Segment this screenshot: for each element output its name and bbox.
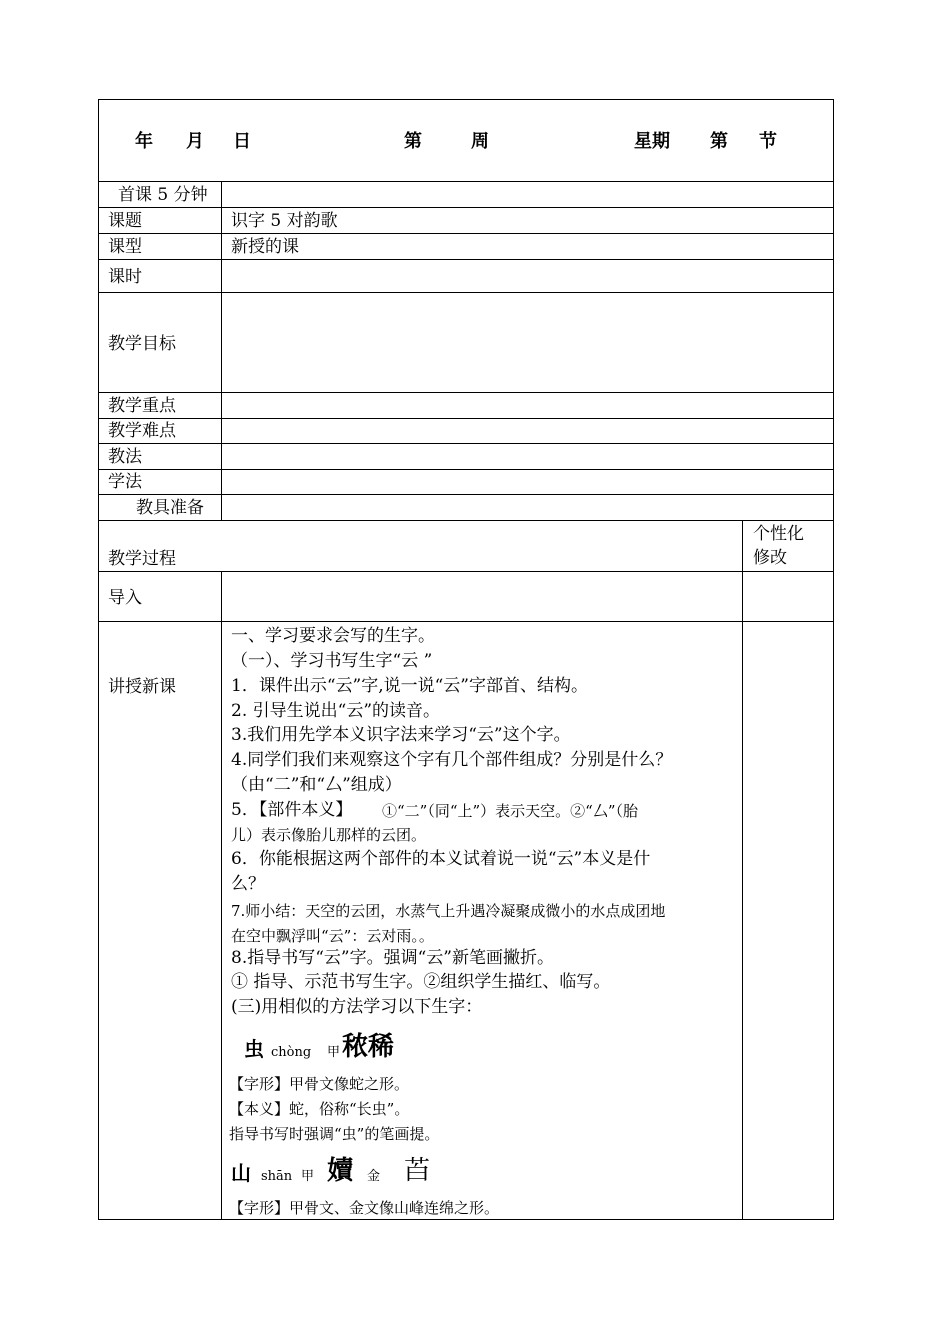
header-day: 日 [233, 131, 251, 152]
personal-label-1: 个性化 [753, 524, 804, 544]
row-line [98, 181, 834, 182]
content-line: 7.师小结：天空的云团，水蒸气上升遇冷凝聚成微小的水点成团地 [231, 902, 666, 920]
header-month: 月 [186, 131, 204, 152]
row-line [98, 520, 834, 521]
process-label: 教学过程 [108, 549, 176, 569]
row-line [98, 292, 834, 293]
tools-label: 教具准备 [136, 498, 204, 518]
personal-label-2: 修改 [753, 548, 787, 568]
row-line [98, 494, 834, 495]
content-line: 6．你能根据这两个部件的本义试着说一说“云”本义是什 [231, 849, 651, 869]
content-line: 5．【部件本义】 [231, 800, 353, 820]
header-period-suffix: 节 [759, 131, 777, 152]
content-line: 2. 引导生说出“云”的读音。 [231, 701, 441, 721]
row-line [98, 469, 834, 470]
label-column-line [221, 181, 222, 520]
label-column-line [221, 571, 222, 1220]
hours-label: 课时 [108, 267, 142, 287]
warmup-label: 首课 5 分钟 [118, 185, 208, 205]
shan-oracle-glyph: 嬻 [327, 1156, 354, 1186]
header-period-prefix: 第 [710, 131, 728, 152]
topic-label: 课题 [108, 211, 142, 231]
shan-character: 山 [231, 1161, 251, 1185]
content-line: （由“二”和“厶”组成） [231, 775, 402, 795]
type-label: 课型 [108, 237, 142, 257]
content-line: 【字形】甲骨文像蛇之形。 [229, 1075, 410, 1093]
content-line: 儿）表示像胎儿那样的云团。 [231, 826, 427, 844]
chong-ancient-glyph: 秾稀 [342, 1032, 395, 1062]
personal-column-line [742, 520, 743, 1220]
intro-label: 导入 [108, 588, 142, 608]
new-lesson-label: 讲授新课 [108, 677, 176, 697]
content-line: 么？ [231, 874, 265, 894]
content-line: ①“二”（同“上”）表示天空。②“厶”（胎 [382, 802, 639, 820]
content-line: 指导书写时强调“虫”的笔画提。 [229, 1125, 440, 1143]
content-line: 【字形】甲骨文、金文像山峰连绵之形。 [229, 1199, 500, 1217]
content-line: 一、学习要求会写的生字。 [231, 626, 435, 646]
table-border-top [98, 99, 834, 100]
row-line [98, 392, 834, 393]
row-line [98, 443, 834, 444]
content-line: (三)用相似的方法学习以下生字： [231, 997, 483, 1017]
content-line: 8.指导书写“云”字。强调“云”新笔画撇折。 [231, 948, 554, 968]
content-line: 3.我们用先学本义识字法来学习“云”这个字。 [231, 725, 571, 745]
header-week-suffix: 周 [471, 131, 489, 152]
header-weekday: 星期 [634, 131, 670, 152]
content-line: ① 指导、示范书写生字。②组织学生描红、临写。 [231, 972, 611, 992]
chong-pinyin: chòng [271, 1045, 312, 1060]
table-border-left [98, 99, 99, 1220]
chong-character: 虫 [244, 1037, 264, 1061]
content-line: 【本义】蛇，俗称“长虫”。 [229, 1100, 410, 1118]
table-border-bottom [98, 1219, 834, 1220]
content-line: 4.同学们我们来观察这个字有几个部件组成？分别是什么？ [231, 750, 673, 770]
row-line [98, 621, 834, 622]
study-label: 学法 [108, 472, 142, 492]
shan-bronze-glyph: 苩 [404, 1156, 431, 1186]
shan-oracle-label: 甲 [301, 1169, 315, 1184]
row-line [98, 207, 834, 208]
row-line [98, 259, 834, 260]
row-line [98, 233, 834, 234]
type-value: 新授的课 [231, 237, 299, 257]
shan-pinyin: shān [261, 1169, 293, 1184]
row-line [98, 571, 834, 572]
row-line [98, 418, 834, 419]
objective-label: 教学目标 [108, 334, 176, 354]
topic-value: 识字 5 对韵歌 [231, 211, 338, 231]
content-line: 在空中飘浮叫“云”：云对雨。。 [231, 927, 434, 945]
content-line: 1．课件出示“云”字,说一说“云”字部首、结构。 [231, 676, 588, 696]
header-year: 年 [135, 131, 153, 152]
shan-bronze-label: 金 [367, 1169, 381, 1184]
chong-oracle-label: 甲 [327, 1045, 341, 1060]
difficulty-label: 教学难点 [108, 421, 176, 441]
content-line: （一）、学习书写生字“云 ” [231, 651, 433, 671]
header-week-prefix: 第 [404, 131, 422, 152]
method-label: 教法 [108, 447, 142, 467]
table-border-right [833, 99, 834, 1220]
key-label: 教学重点 [108, 396, 176, 416]
